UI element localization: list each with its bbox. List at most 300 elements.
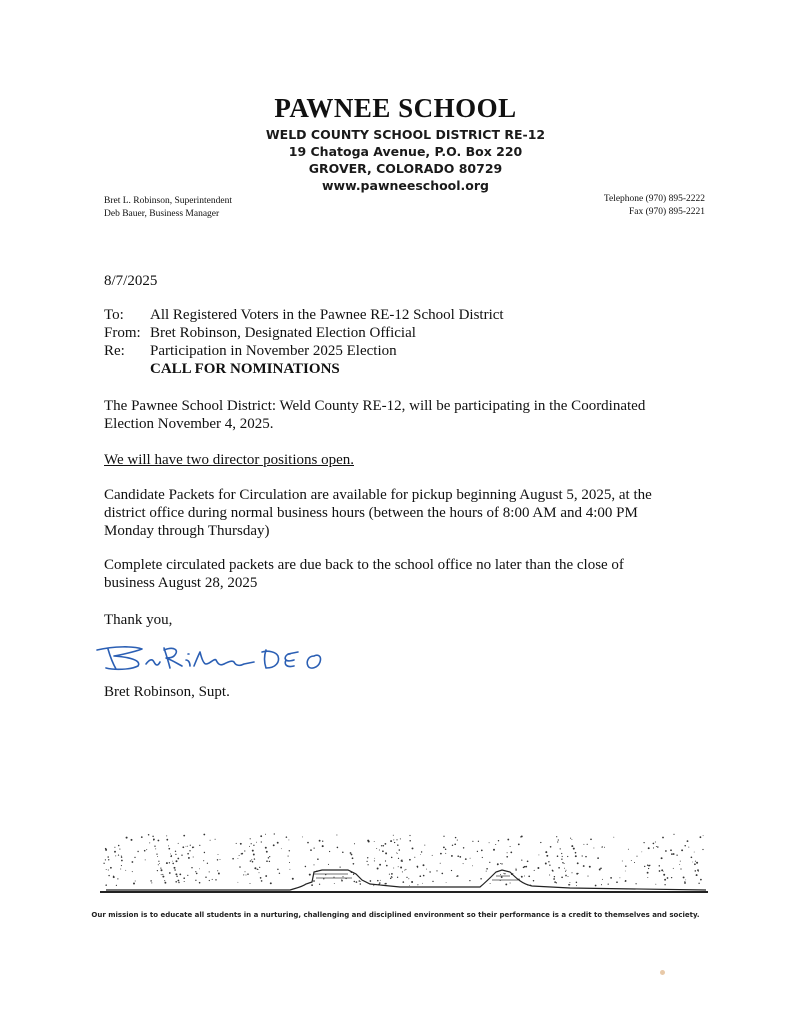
- stipple-dot: [259, 867, 260, 868]
- stipple-dot: [131, 839, 133, 841]
- stipple-dot: [286, 836, 288, 838]
- stipple-dot: [386, 865, 388, 867]
- stipple-dot: [273, 844, 275, 846]
- stipple-dot: [546, 855, 548, 857]
- stipple-dot: [177, 880, 179, 882]
- stipple-dot: [446, 882, 447, 883]
- stipple-dot: [500, 874, 501, 875]
- stipple-dot: [342, 876, 343, 877]
- stipple-dot: [177, 858, 179, 860]
- stipple-dot: [377, 868, 379, 870]
- stipple-dot: [121, 865, 122, 866]
- stipple-dot: [459, 856, 461, 858]
- stipple-dot: [337, 847, 339, 849]
- stipple-dot: [340, 867, 341, 868]
- stipple-dot: [184, 881, 185, 882]
- stipple-dot: [657, 846, 659, 848]
- stipple-dot: [313, 864, 314, 865]
- stipple-dot: [568, 876, 569, 877]
- stipple-dot: [432, 855, 433, 856]
- stipple-dot: [561, 876, 563, 878]
- stipple-dot: [661, 869, 663, 871]
- stipple-dot: [393, 868, 394, 869]
- stipple-dot: [121, 855, 122, 856]
- stipple-dot: [443, 847, 445, 849]
- stipple-dot: [383, 845, 385, 847]
- stipple-dot: [540, 842, 541, 843]
- stipple-dot: [391, 873, 393, 875]
- stipple-dot: [691, 856, 693, 858]
- stipple-dot: [178, 882, 179, 883]
- stipple-dot: [190, 845, 191, 846]
- stipple-dot: [187, 853, 189, 855]
- stipple-dot: [132, 871, 133, 872]
- stipple-dot: [353, 874, 354, 875]
- stipple-dot: [174, 867, 176, 869]
- paragraph-3-line-3: Monday through Thursday): [104, 523, 270, 539]
- stipple-dot: [120, 869, 121, 870]
- stipple-dot: [265, 875, 267, 877]
- stipple-dot: [673, 834, 674, 835]
- stipple-dot: [376, 848, 377, 849]
- website: www.pawneeschool.org: [321, 178, 490, 193]
- stipple-dot: [266, 851, 268, 853]
- stipple-dot: [397, 853, 398, 854]
- stipple-dot: [571, 845, 573, 847]
- stipple-dot: [597, 857, 599, 859]
- stipple-dot: [162, 876, 164, 878]
- stipple-dot: [367, 864, 368, 865]
- stipple-dot: [577, 862, 579, 864]
- re-heading: CALL FOR NOMINATIONS: [150, 361, 340, 377]
- stipple-dot: [164, 882, 166, 884]
- stipple-dot: [121, 856, 122, 857]
- stipple-dot: [360, 883, 362, 885]
- stipple-dot: [379, 864, 381, 866]
- stipple-dot: [247, 873, 249, 875]
- stipple-dot: [113, 876, 115, 878]
- stipple-dot: [409, 840, 411, 842]
- stipple-dot: [209, 871, 210, 872]
- contact-block: [604, 193, 705, 219]
- stipple-dot: [341, 879, 342, 880]
- stipple-dot: [698, 883, 699, 884]
- stipple-dot: [628, 849, 629, 850]
- signer-name: Bret Robinson, Supt.: [104, 684, 230, 700]
- stipple-dot: [400, 867, 402, 869]
- stipple-dot: [472, 865, 473, 866]
- stipple-dot: [217, 859, 218, 860]
- stipple-dot: [537, 867, 539, 869]
- stipple-dot: [176, 876, 177, 877]
- stipple-dot: [576, 873, 578, 875]
- stipple-dot: [162, 874, 163, 875]
- stipple-dot: [404, 870, 405, 871]
- stipple-dot: [359, 880, 361, 882]
- stipple-dot: [374, 841, 375, 842]
- stipple-dot: [137, 851, 138, 852]
- stipple-dot: [379, 849, 380, 850]
- stipple-dot: [239, 866, 241, 868]
- stipple-dot: [549, 864, 550, 865]
- stipple-dot: [154, 846, 155, 847]
- stipple-dot: [549, 874, 550, 875]
- stipple-dot: [454, 843, 456, 845]
- stipple-dot: [266, 860, 268, 862]
- stipple-dot: [116, 885, 117, 886]
- stipple-dot: [115, 855, 116, 856]
- stipple-dot: [385, 852, 387, 854]
- stipple-dot: [259, 872, 260, 873]
- stipple-dot: [422, 883, 423, 884]
- stipple-dot: [207, 863, 208, 864]
- signature: [94, 640, 344, 676]
- stipple-dot: [258, 869, 259, 870]
- stipple-dot: [655, 884, 656, 885]
- stipple-dot: [625, 865, 626, 866]
- stipple-dot: [166, 862, 168, 864]
- stipple-dot: [661, 857, 663, 859]
- stipple-dot: [169, 862, 170, 863]
- stipple-dot: [569, 882, 570, 883]
- stipple-dot: [150, 880, 152, 882]
- stipple-dot: [250, 838, 251, 839]
- stipple-dot: [393, 835, 394, 836]
- stipple-dot: [210, 840, 211, 841]
- stipple-dot: [593, 848, 594, 849]
- stipple-dot: [455, 837, 456, 838]
- stipple-dot: [457, 840, 458, 841]
- stipple-dot: [562, 856, 563, 857]
- stipple-dot: [175, 851, 176, 852]
- stipple-dot: [170, 853, 171, 854]
- stipple-dot: [311, 884, 313, 886]
- stipple-dot: [260, 877, 262, 879]
- stipple-dot: [289, 869, 290, 870]
- stipple-dot: [166, 835, 167, 836]
- stipple-dot: [396, 852, 397, 853]
- stipple-dot: [108, 875, 109, 876]
- stipple-dot: [269, 856, 270, 857]
- stipple-dot: [239, 855, 240, 856]
- stipple-dot: [608, 883, 609, 884]
- stipple-dot: [370, 880, 372, 882]
- stipple-dot: [500, 863, 501, 864]
- stipple-dot: [478, 841, 479, 842]
- stipple-dot: [680, 861, 681, 862]
- from-label: From:: [104, 325, 141, 341]
- stipple-dot: [486, 868, 488, 870]
- stipple-dot: [288, 839, 289, 840]
- stipple-dot: [486, 871, 487, 872]
- stipple-dot: [274, 833, 275, 834]
- stipple-dot: [421, 851, 422, 852]
- stipple-dot: [625, 880, 627, 882]
- stipple-dot: [191, 867, 192, 868]
- stipple-dot: [215, 879, 216, 880]
- stipple-dot: [412, 847, 414, 849]
- stipple-dot: [647, 865, 648, 866]
- stipple-dot: [164, 880, 165, 881]
- stipple-dot: [382, 850, 384, 852]
- stipple-dot: [659, 865, 660, 866]
- stipple-dot: [174, 869, 176, 871]
- stipple-dot: [134, 857, 135, 858]
- stipple-dot: [631, 860, 632, 861]
- stipple-dot: [260, 835, 262, 837]
- stipple-dot: [463, 863, 464, 864]
- stipple-dot: [451, 870, 452, 871]
- stipple-dot: [528, 875, 530, 877]
- stipple-dot: [309, 874, 311, 876]
- paragraph-1: [104, 397, 704, 433]
- stipple-dot: [265, 834, 266, 835]
- stipple-dot: [380, 880, 381, 881]
- stipple-dot: [182, 846, 184, 848]
- stipple-dot: [667, 877, 669, 879]
- stipple-dot: [636, 856, 637, 857]
- stipple-dot: [212, 879, 213, 880]
- stipple-dot: [445, 853, 446, 854]
- stipple-dot: [482, 857, 483, 858]
- stipple-dot: [647, 877, 648, 878]
- stipple-dot: [157, 870, 158, 871]
- stipple-dot: [676, 855, 677, 856]
- re-label: Re:: [104, 343, 125, 359]
- stipple-dot: [417, 866, 419, 868]
- stipple-dot: [625, 871, 626, 872]
- stipple-dot: [252, 850, 254, 852]
- landscape-illustration: [100, 832, 710, 900]
- stipple-dot: [552, 870, 553, 871]
- stipple-dot: [336, 834, 337, 835]
- stipple-dot: [237, 858, 238, 859]
- stipple-dot: [402, 871, 403, 872]
- stipple-dot: [341, 880, 343, 882]
- stipple-dot: [684, 882, 686, 884]
- paragraph-2: We will have two director positions open.: [104, 452, 354, 468]
- paragraph-4-line-1: Complete circulated packets are due back to the school office no later than the close of: [104, 557, 624, 573]
- stipple-dot: [406, 877, 407, 878]
- stipple-dot: [351, 854, 353, 856]
- stipple-dot: [664, 879, 666, 881]
- stipple-dot: [160, 868, 161, 869]
- stipple-dot: [397, 877, 398, 878]
- stipple-dot: [703, 835, 704, 836]
- closing: Thank you,: [104, 612, 173, 628]
- stipple-dot: [367, 840, 369, 842]
- stipple-dot: [268, 857, 269, 858]
- stipple-dot: [170, 855, 172, 857]
- stipple-dot: [520, 836, 521, 837]
- stipple-dot: [583, 865, 585, 867]
- stipple-dot: [576, 885, 577, 886]
- stipple-dot: [409, 885, 410, 886]
- stipple-dot: [393, 839, 394, 840]
- paragraph-3: [104, 486, 704, 540]
- stipple-dot: [480, 878, 482, 880]
- stipple-dot: [700, 879, 702, 881]
- stipple-dot: [220, 859, 221, 860]
- stipple-dot: [554, 881, 556, 883]
- stipple-dot: [250, 883, 251, 884]
- stipple-dot: [374, 860, 375, 861]
- stipple-dot: [289, 862, 290, 863]
- stipple-dot: [420, 854, 421, 855]
- stipple-dot: [419, 875, 421, 877]
- stipple-dot: [569, 884, 570, 885]
- stipple-dot: [401, 859, 402, 860]
- stipple-dot: [169, 872, 171, 874]
- stipple-dot: [400, 838, 401, 839]
- stipple-dot: [684, 845, 685, 846]
- stipple-dot: [698, 871, 699, 872]
- stipple-dot: [556, 836, 557, 837]
- stipple-dot: [204, 852, 205, 853]
- stipple-dot: [203, 834, 205, 836]
- stipple-dot: [493, 849, 495, 851]
- fax-line: Fax (970) 895-2221: [629, 207, 705, 217]
- stipple-dot: [671, 877, 672, 878]
- stipple-dot: [538, 854, 539, 855]
- stipple-dot: [241, 853, 242, 854]
- stipple-dot: [402, 881, 404, 883]
- stipple-dot: [302, 836, 303, 837]
- stipple-dot: [481, 850, 483, 852]
- stipple-dot: [664, 884, 665, 885]
- stipple-dot: [414, 857, 415, 858]
- stipple-dot: [187, 846, 188, 847]
- stipple-dot: [576, 882, 577, 883]
- stipple-dot: [653, 847, 654, 848]
- stipple-dot: [582, 855, 583, 856]
- from-value: Bret Robinson, Designated Election Official: [150, 325, 416, 341]
- stipple-dot: [673, 868, 674, 869]
- stipple-dot: [269, 861, 270, 862]
- stipple-dot: [352, 857, 354, 859]
- stipple-dot: [521, 859, 522, 860]
- stipple-dot: [117, 878, 118, 879]
- stipple-dot: [103, 863, 104, 864]
- stipple-dot: [510, 852, 512, 854]
- stipple-dot: [279, 873, 280, 874]
- stipple-dot: [360, 881, 361, 882]
- stipple-dot: [562, 862, 563, 863]
- stipple-dot: [557, 841, 558, 842]
- stipple-dot: [604, 847, 605, 848]
- stipple-dot: [523, 867, 525, 869]
- stipple-dot: [277, 842, 279, 844]
- stipple-dot: [175, 873, 177, 875]
- stipple-dot: [110, 867, 112, 869]
- stipple-dot: [515, 869, 517, 871]
- stipple-dot: [159, 863, 160, 864]
- stipple-dot: [317, 858, 319, 860]
- stipple-dot: [152, 836, 153, 837]
- stipple-dot: [108, 859, 109, 860]
- stipple-dot: [193, 856, 194, 857]
- stipple-dot: [178, 843, 179, 844]
- stipple-dot: [209, 880, 210, 881]
- stipple-dot: [205, 877, 206, 878]
- stipple-dot: [688, 847, 689, 848]
- stipple-dot: [489, 842, 490, 843]
- stipple-dot: [179, 873, 181, 875]
- stipple-dot: [356, 881, 358, 883]
- stipple-dot: [350, 852, 352, 854]
- stipple-dot: [183, 835, 185, 837]
- stipple-dot: [567, 856, 568, 857]
- stipple-dot: [265, 847, 267, 849]
- business-manager-line: Deb Bauer, Business Manager: [104, 209, 220, 219]
- district-name: WELD COUNTY SCHOOL DISTRICT RE-12: [265, 127, 546, 142]
- stipple-dot: [648, 865, 650, 867]
- paragraph-1-line-2: Election November 4, 2025.: [104, 416, 274, 432]
- stipple-dot: [429, 871, 430, 872]
- stipple-dot: [334, 883, 335, 884]
- stipple-dot: [457, 855, 459, 857]
- stipple-dot: [507, 852, 508, 853]
- letter-date: 8/7/2025: [104, 273, 158, 289]
- stipple-dot: [354, 843, 355, 844]
- stipple-dot: [187, 875, 188, 876]
- stipple-dot: [391, 857, 393, 859]
- stipple-dot: [153, 838, 155, 840]
- stipple-dot: [600, 867, 602, 869]
- mission-statement: Our mission is to educate all students in a nurturing, challenging and disciplined environment so their performance is a credit to themselves and society.: [91, 911, 700, 919]
- stipple-dot: [389, 874, 390, 875]
- stipple-dot: [189, 850, 190, 851]
- city-address: GROVER, COLORADO 80729: [308, 161, 503, 176]
- stipple-dot: [114, 851, 116, 853]
- stipple-dot: [254, 858, 255, 859]
- stipple-dot: [545, 863, 547, 865]
- stipple-dot: [587, 876, 588, 877]
- stipple-dot: [587, 844, 588, 845]
- paragraph-3-line-2: district office during normal business hours (between the hours of 8:00 AM and 4:00 PM: [104, 505, 638, 521]
- stipple-dot: [510, 846, 511, 847]
- stipple-dot: [653, 843, 655, 845]
- stipple-dot: [232, 858, 234, 860]
- stipple-dot: [554, 876, 555, 877]
- stipple-dot: [504, 873, 505, 874]
- stipple-dot: [599, 869, 601, 871]
- stipple-dot: [524, 876, 525, 877]
- stipple-dot: [132, 861, 134, 863]
- stipple-dot: [161, 869, 163, 871]
- stipple-dot: [145, 859, 146, 860]
- stipple-dot: [424, 845, 425, 846]
- stipple-dot: [199, 882, 201, 884]
- stipple-dot: [533, 880, 534, 881]
- stipple-dot: [126, 837, 128, 839]
- stipple-dot: [564, 868, 565, 869]
- stipple-dot: [564, 863, 565, 864]
- stipple-dot: [440, 853, 442, 855]
- stipple-dot: [373, 885, 374, 886]
- stipple-dot: [503, 873, 504, 874]
- stipple-dot: [687, 840, 689, 842]
- stipple-dot: [443, 836, 444, 837]
- stipple-dot: [172, 861, 173, 862]
- stipple-dot: [495, 844, 496, 845]
- stipple-dot: [156, 853, 157, 854]
- stipple-dot: [585, 856, 587, 858]
- stipple-dot: [144, 850, 146, 852]
- stipple-dot: [181, 855, 182, 856]
- stipple-dot: [452, 845, 453, 846]
- stipple-dot: [188, 857, 190, 859]
